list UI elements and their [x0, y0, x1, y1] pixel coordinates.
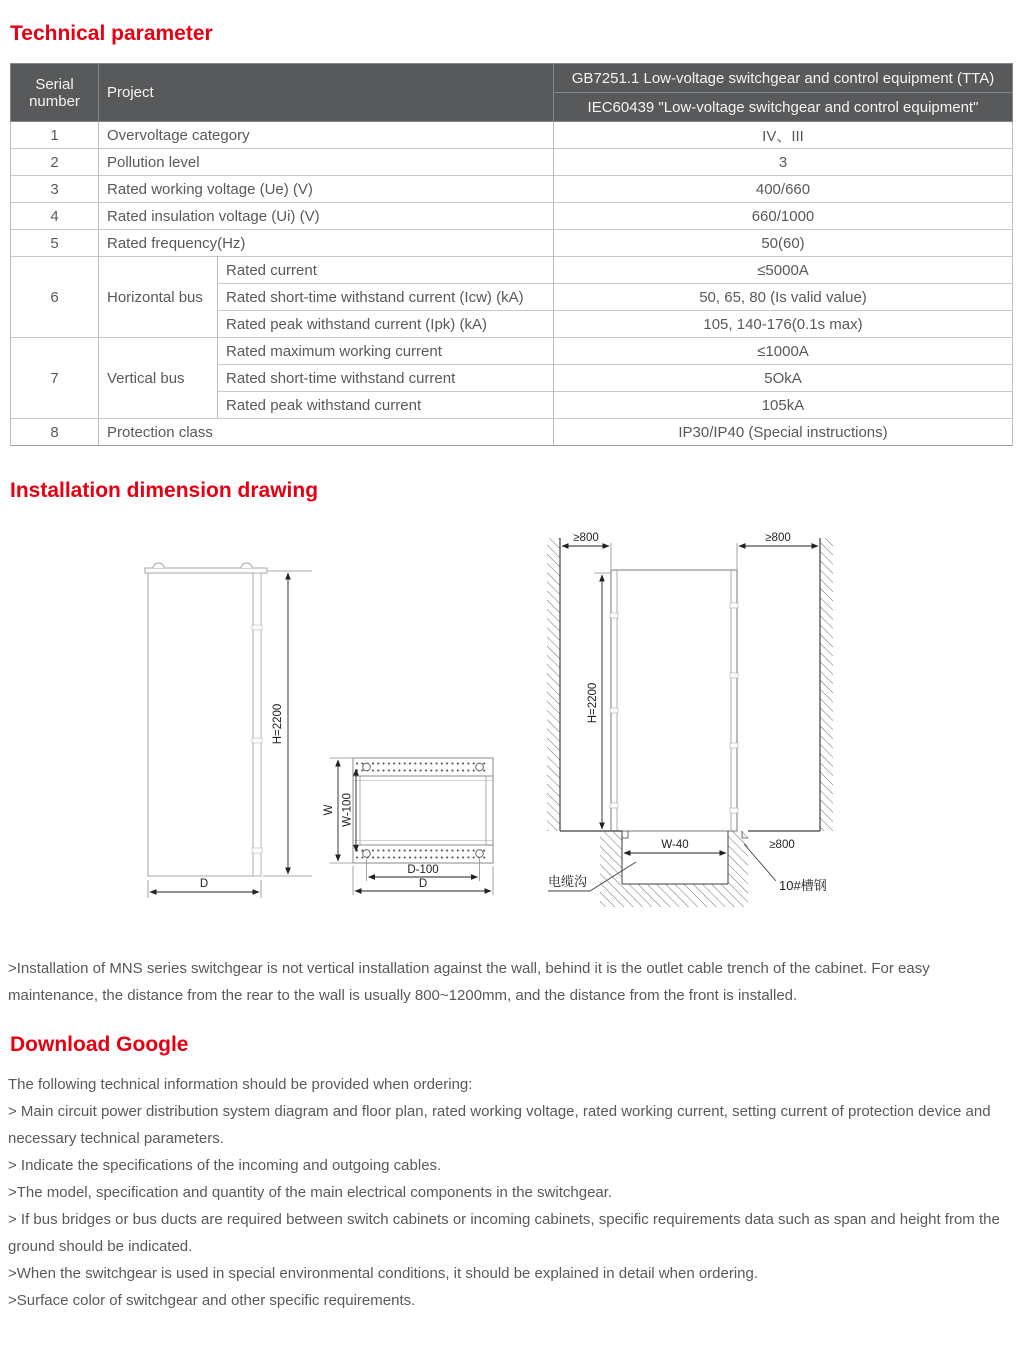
- value-cell: 50(60): [554, 230, 1013, 257]
- corner-bolt-icon: [476, 763, 484, 771]
- sub-parameter-cell: Rated peak withstand current (Ipk) (kA): [218, 311, 554, 338]
- table-row: [11, 122, 1013, 149]
- installation-note: >Installation of MNS series switchgear is not vertical installation against the wall, behind it is the outlet cable trench of the cabinet. For easy maintenance, the distance from the rear to the wall is usually 800~1200mm, and the distance from the front is installed.: [8, 960, 930, 1004]
- project-cell: Rated insulation voltage (Ui) (V): [99, 203, 554, 230]
- lifting-lug-icon: [241, 563, 252, 568]
- project-cell: Rated frequency(Hz): [99, 230, 554, 257]
- ordering-item: >The model, specification and quantity of the main electrical components in the switchgear.: [8, 1184, 613, 1201]
- value-cell: 660/1000: [554, 203, 1013, 230]
- technical-parameter-table: [10, 63, 1013, 446]
- dimension-label-depth: D: [199, 878, 209, 890]
- installation-dimension-drawing: [0, 513, 1022, 943]
- serial-cell: 5: [11, 230, 99, 257]
- dimension-label-inner-depth: D-100: [407, 864, 439, 876]
- bus-name-cell: Horizontal bus: [99, 257, 218, 338]
- value-cell: 400/660: [554, 176, 1013, 203]
- serial-cell: 7: [11, 338, 99, 419]
- table-row: [11, 203, 1013, 230]
- value-cell: ≤5000A: [554, 257, 1013, 284]
- value-cell: 3: [554, 149, 1013, 176]
- serial-cell: 6: [11, 257, 99, 338]
- dimension-label-height: H=2200: [587, 682, 599, 724]
- channel-steel-label: 10#槽钢: [779, 878, 827, 893]
- sub-parameter-cell: Rated short-time withstand current (Icw) (kA): [218, 284, 554, 311]
- wall-clearance-drawing: [547, 532, 833, 907]
- serial-cell: 1: [11, 122, 99, 149]
- table-row: [11, 419, 1013, 446]
- project-cell: Protection class: [99, 419, 554, 446]
- bus-name-cell: Vertical bus: [99, 338, 218, 419]
- corner-bolt-icon: [476, 850, 484, 858]
- ordering-item: > If bus bridges or bus ducts are required between switch cabinets or incoming cabinets, specific requirements data such as span and height from the ground should be indicated.: [8, 1211, 1000, 1255]
- serial-cell: 3: [11, 176, 99, 203]
- table-row: [11, 230, 1013, 257]
- sub-parameter-cell: Rated current: [218, 257, 554, 284]
- section-title-download-google: Download Google: [10, 1033, 189, 1056]
- section-title-installation-drawing: Installation dimension drawing: [10, 479, 319, 502]
- serial-cell: 4: [11, 203, 99, 230]
- sub-parameter-cell: Rated peak withstand current: [218, 392, 554, 419]
- lifting-lug-icon: [153, 563, 164, 568]
- table-row: [11, 338, 1013, 365]
- ordering-item: >When the switchgear is used in special environmental conditions, it should be explained in detail when ordering.: [8, 1265, 759, 1282]
- top-view-drawing: [323, 758, 493, 895]
- table-row: [11, 257, 1013, 284]
- dimension-label-inner-width: W-100: [341, 793, 354, 827]
- value-cell: IP30/IP40 (Special instructions): [554, 419, 1013, 446]
- value-cell: 105kA: [554, 392, 1013, 419]
- value-cell: 5OkA: [554, 365, 1013, 392]
- ordering-intro: The following technical information should be provided when ordering:: [8, 1076, 473, 1093]
- installation-drawing-svg: [0, 513, 1022, 943]
- project-cell: Rated working voltage (Ue) (V): [99, 176, 554, 203]
- section-title-technical-parameter: Technical parameter: [10, 22, 213, 45]
- table-row: [11, 149, 1013, 176]
- value-cell: 105, 140-176(0.1s max): [554, 311, 1013, 338]
- header-serial-number: Serial number: [11, 64, 99, 122]
- sub-parameter-cell: Rated short-time withstand current: [218, 365, 554, 392]
- corner-bolt-icon: [363, 763, 371, 771]
- serial-cell: 2: [11, 149, 99, 176]
- dimension-label-depth: D: [418, 878, 428, 890]
- corner-bolt-icon: [363, 850, 371, 858]
- dimension-label-height: H=2200: [272, 703, 284, 745]
- header-project: Project: [99, 64, 554, 122]
- serial-cell: 8: [11, 419, 99, 446]
- project-cell: Overvoltage category: [99, 122, 554, 149]
- dimension-label-right-clearance: ≥800: [765, 532, 791, 544]
- value-cell: 50, 65, 80 (Is valid value): [554, 284, 1013, 311]
- right-wall-hatch: [820, 538, 833, 831]
- dimension-label-width: W: [323, 804, 335, 816]
- ordering-item: >Surface color of switchgear and other specific requirements.: [8, 1292, 416, 1309]
- dimension-label-bottom-clearance: ≥800: [769, 839, 795, 851]
- header-standard-line2: IEC60439 "Low-voltage switchgear and control equipment": [554, 93, 1013, 122]
- ordering-item: > Indicate the specifications of the incoming and outgoing cables.: [8, 1157, 442, 1174]
- dimension-label-trench-width: W-40: [661, 839, 689, 851]
- table-row: [11, 176, 1013, 203]
- value-cell: IV、III: [554, 122, 1013, 149]
- left-wall-hatch: [547, 538, 560, 831]
- ordering-item: > Main circuit power distribution system diagram and floor plan, rated working voltage, rated working current, setting current of protection device and necessary technical parameters.: [8, 1103, 991, 1147]
- ordering-information: [0, 1071, 1022, 1314]
- header-standard-line1: GB7251.1 Low-voltage switchgear and control equipment (TTA): [554, 64, 1013, 93]
- side-view-drawing: [145, 563, 312, 898]
- dimension-label-left-clearance: ≥800: [573, 532, 599, 544]
- cable-trench-label: 电缆沟: [548, 874, 588, 889]
- project-cell: Pollution level: [99, 149, 554, 176]
- table-header-row: [11, 64, 1013, 93]
- value-cell: ≤1000A: [554, 338, 1013, 365]
- sub-parameter-cell: Rated maximum working current: [218, 338, 554, 365]
